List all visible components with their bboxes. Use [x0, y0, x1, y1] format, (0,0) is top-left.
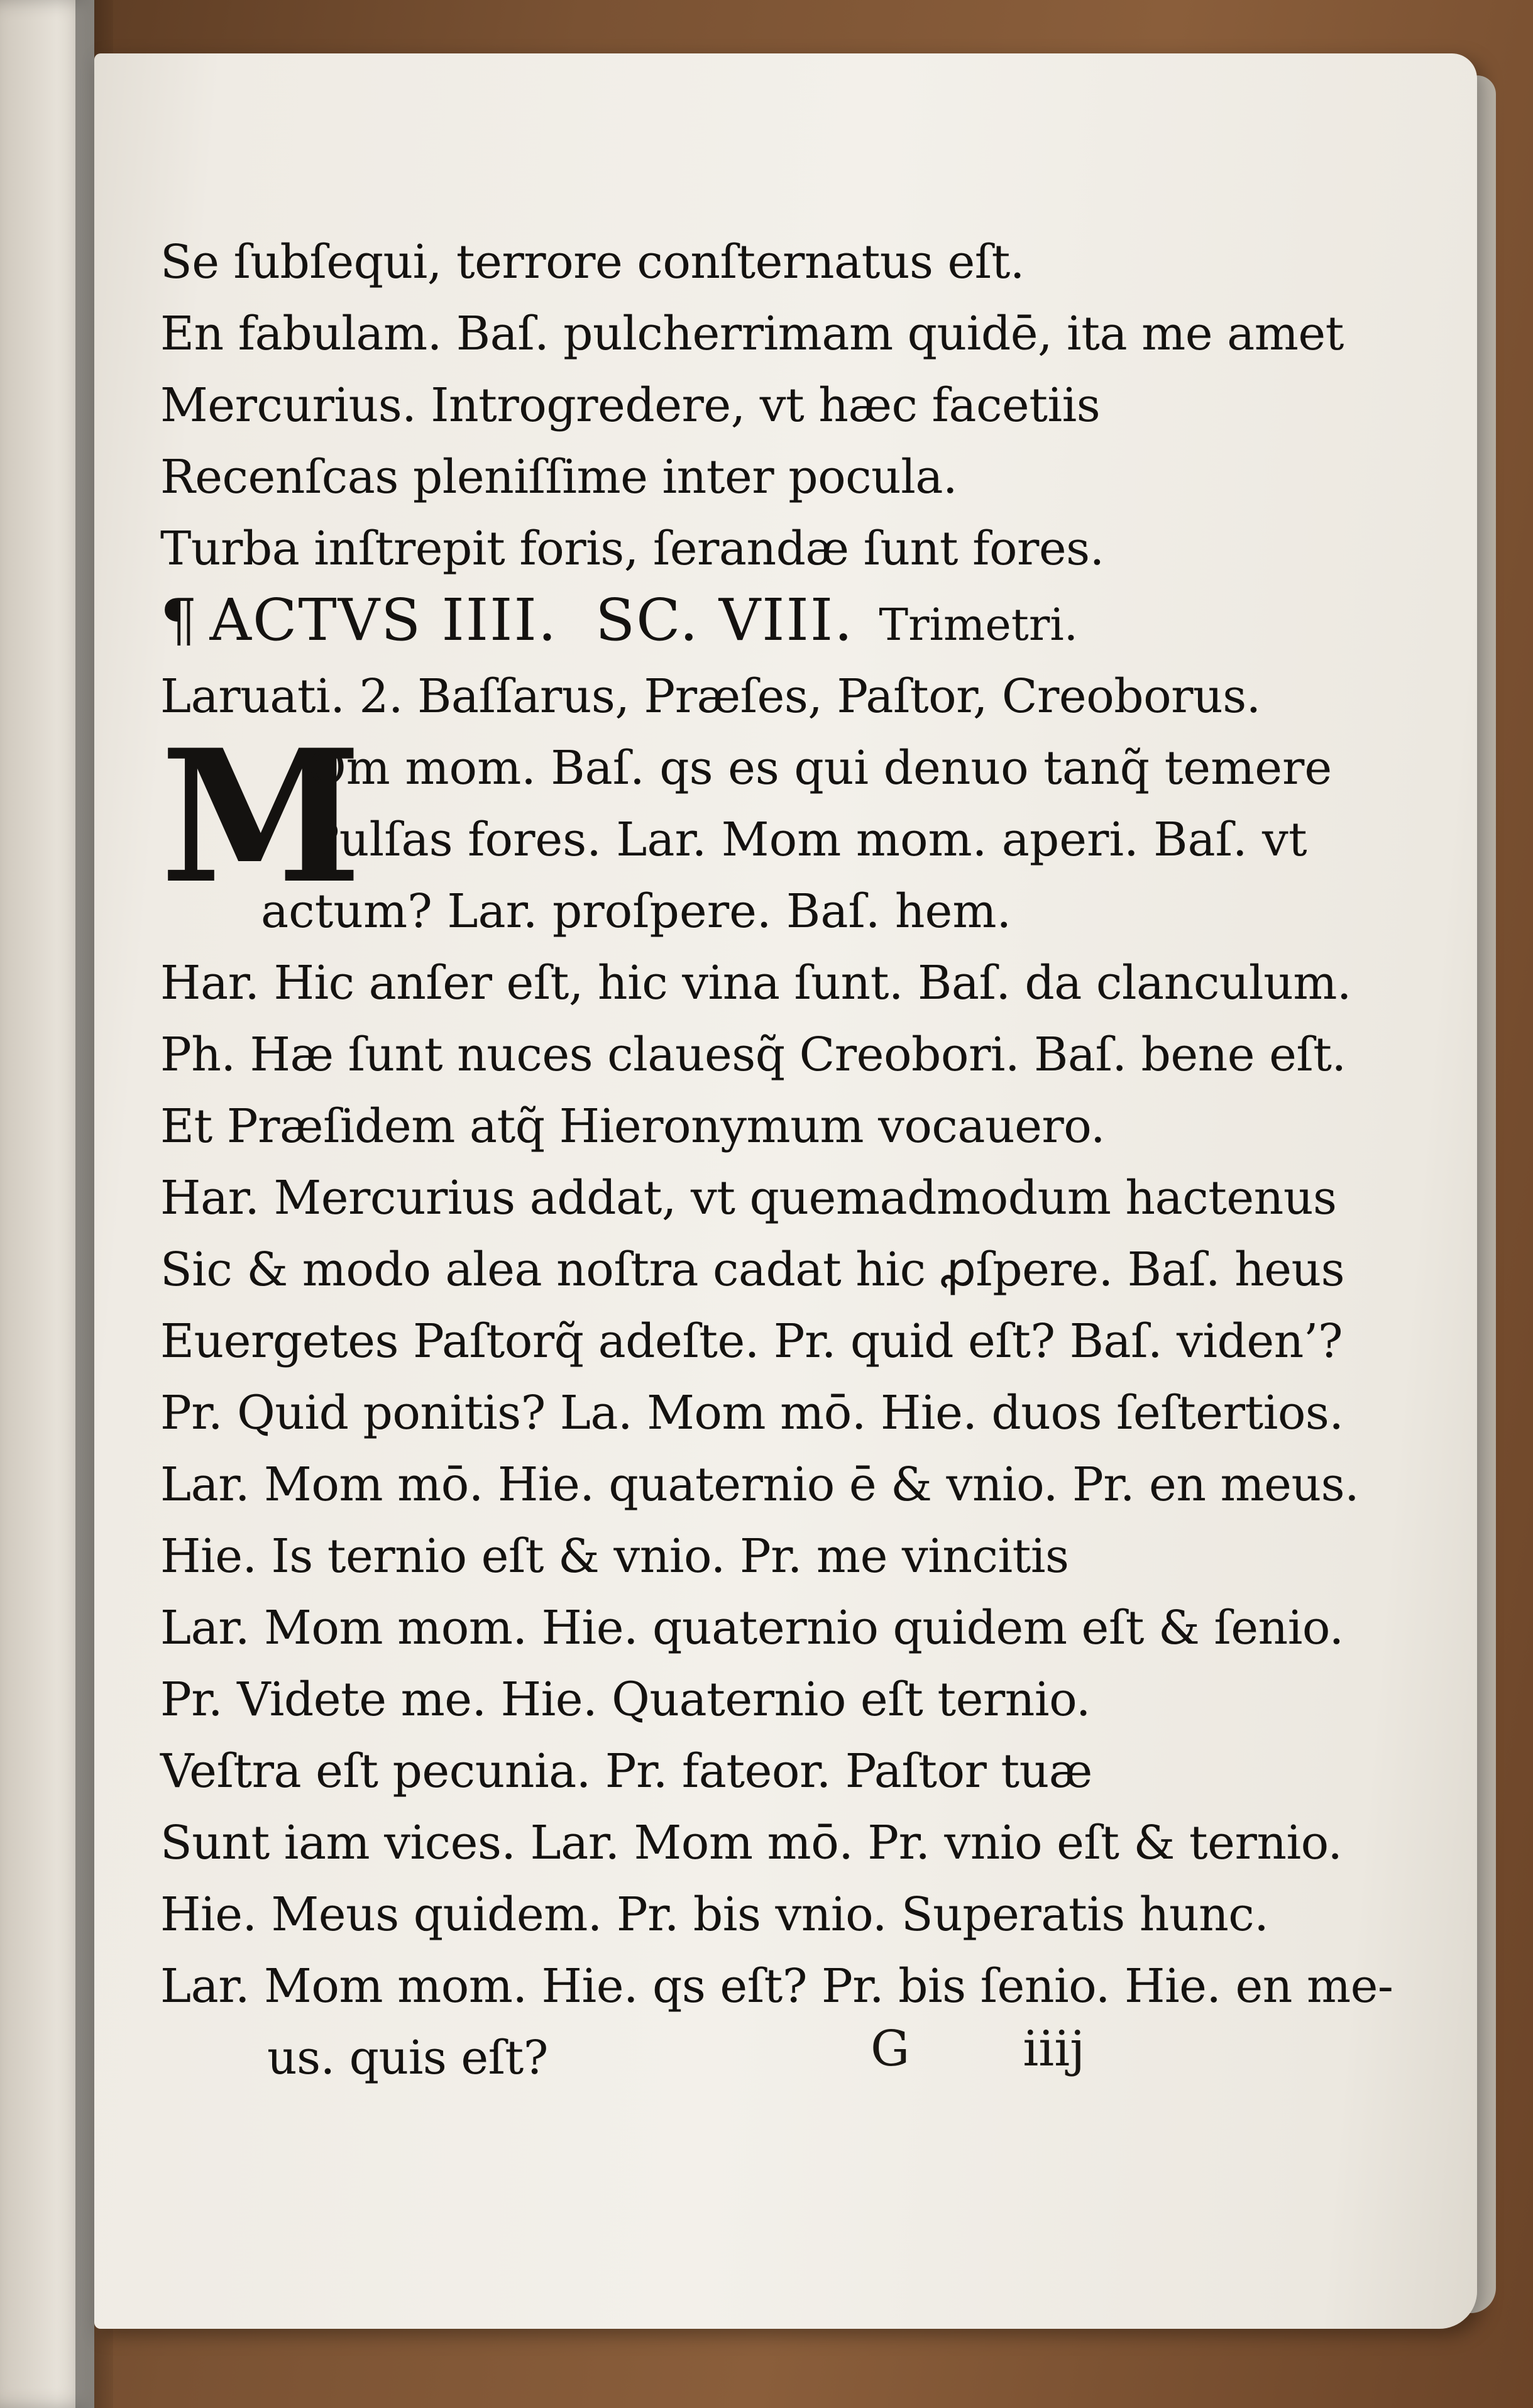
- text-line: Sunt iam vices. Lar. Mom mō. Pr. vnio eſt & ternio.: [160, 1816, 1343, 1870]
- scene-label: SC. VIII.: [595, 586, 854, 654]
- meter-label: Trimetri.: [879, 599, 1078, 651]
- text-line: Recenſcas pleniſſime inter pocula.: [160, 450, 958, 504]
- text-line: Lar. Mom mō. Hie. quaternio ē & vnio. Pr. en meus.: [160, 1458, 1360, 1512]
- text-line: Euergetes Paſtorq̃ adeſte. Pr. quid eſt? Baſ. viden’?: [160, 1314, 1343, 1368]
- text-block: [160, 226, 1393, 2094]
- text-line: En fabulam. Baſ. pulcherrimam quidē, ita me amet: [160, 307, 1344, 361]
- text-line: Pr. Quid ponitis? La. Mom mō. Hie. duos ſeſtertios.: [160, 1386, 1344, 1440]
- text-line: Turba inſtrepit foris, ſerandæ ſunt fores.: [160, 522, 1104, 576]
- text-line: Lar. Mom mom. Hie. qs eſt? Pr. bis ſenio. Hie. en me-: [160, 1959, 1393, 2013]
- text-line: Pr. Videte me. Hie. Quaternio eſt ternio.: [160, 1673, 1091, 1727]
- act-label: ACTVS IIII.: [209, 586, 558, 654]
- leaf-number: iiij: [1023, 2021, 1085, 2077]
- dramatis-personae: Laruati. 2. Baſſarus, Præſes, Paſtor, Creoborus.: [160, 669, 1261, 723]
- text-line: Mercurius. Introgredere, vt hæc facetiis: [160, 378, 1101, 432]
- act-scene-heading: [160, 585, 1197, 661]
- text-line: Se ſubſequi, terrore conſternatus eſt.: [160, 235, 1025, 289]
- text-line: Hie. Meus quidem. Pr. bis vnio. Superatis hunc.: [160, 1888, 1269, 1942]
- signature-mark: [871, 2021, 1085, 2077]
- text-line: actum? Lar. proſpere. Baſ. hem.: [261, 884, 1012, 938]
- drop-cap-block: [160, 710, 1332, 947]
- pilcrow-mark: ¶: [160, 586, 199, 654]
- text-line: Lar. Mom mom. Hie. quaternio quidem eſt & ſenio.: [160, 1601, 1344, 1655]
- text-line: Pulſas fores. Lar. Mom mom. aperi. Baſ. vt: [308, 813, 1307, 867]
- text-line: Har. Mercurius addat, vt quemadmodum hactenus: [160, 1171, 1337, 1225]
- signature-letter: G: [871, 2021, 910, 2077]
- text-line: Et Præſidem atq̃ Hieronymum vocauero.: [160, 1099, 1106, 1153]
- text-line: Har. Hic anſer eſt, hic vina ſunt. Baſ. da clanculum.: [160, 956, 1351, 1010]
- text-line: Veſtra eſt pecunia. Pr. fateor. Paſtor tuæ: [160, 1744, 1092, 1798]
- text-line: Sic & modo alea noſtra cadat hic ꝓſpere. Baſ. heus: [160, 1243, 1345, 1297]
- text-line: Hie. Is ternio eſt & vnio. Pr. me vincitis: [160, 1529, 1069, 1583]
- drop-cap-initial: M: [160, 710, 363, 924]
- text-line: Ph. Hæ ſunt nuces clauesq̃ Creobori. Baſ. bene eſt.: [160, 1028, 1346, 1082]
- text-line-continuation: us. quis eſt?: [267, 2031, 548, 2085]
- text-line: Om mom. Baſ. qs es qui denuo tanq̃ temere: [308, 741, 1332, 795]
